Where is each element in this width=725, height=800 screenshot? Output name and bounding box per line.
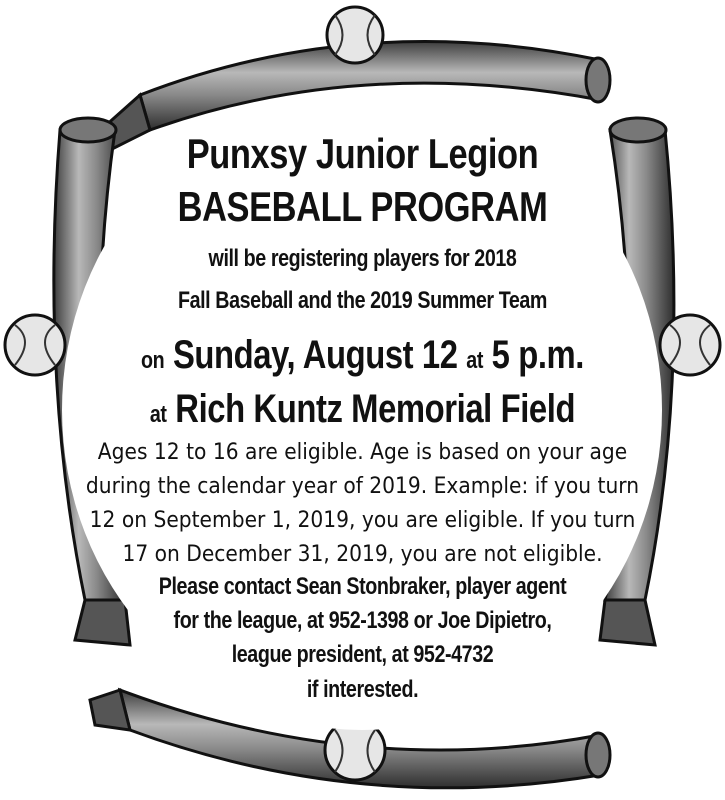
date-time: 5 p.m. bbox=[491, 333, 585, 377]
contact-line: if interested. bbox=[306, 676, 419, 703]
date-day: Sunday, August 12 bbox=[172, 333, 458, 377]
location-name: Rich Kuntz Memorial Field bbox=[175, 387, 576, 431]
eligibility-line: 12 on September 1, 2019, you are eligible. If you turn bbox=[89, 508, 636, 533]
contact-line: for the league, at 952-1398 or Joe Dipietro, bbox=[173, 607, 552, 634]
contact-line: Please contact Sean Stonbraker, player agent bbox=[158, 573, 567, 600]
location-line bbox=[65, 387, 660, 432]
location-prefix: at bbox=[149, 401, 167, 428]
contact-line: league president, at 952-4732 bbox=[231, 641, 494, 668]
title-line-2: BASEBALL PROGRAM bbox=[177, 183, 548, 230]
date-line bbox=[65, 333, 660, 378]
eligibility-line: 17 on December 31, 2019, you are not eligible. bbox=[122, 542, 603, 567]
eligibility-line: Ages 12 to 16 are eligible. Age is based on your age bbox=[97, 440, 628, 465]
title-line-1: Punxsy Junior Legion bbox=[186, 130, 539, 177]
date-prefix: on bbox=[140, 347, 165, 374]
registering-line-1: will be registering players for 2018 bbox=[208, 245, 517, 272]
eligibility-line: during the calendar year of 2019. Example: if you turn bbox=[85, 474, 640, 499]
date-at: at bbox=[466, 347, 483, 374]
registering-line-2: Fall Baseball and the 2019 Summer Team bbox=[177, 287, 548, 314]
